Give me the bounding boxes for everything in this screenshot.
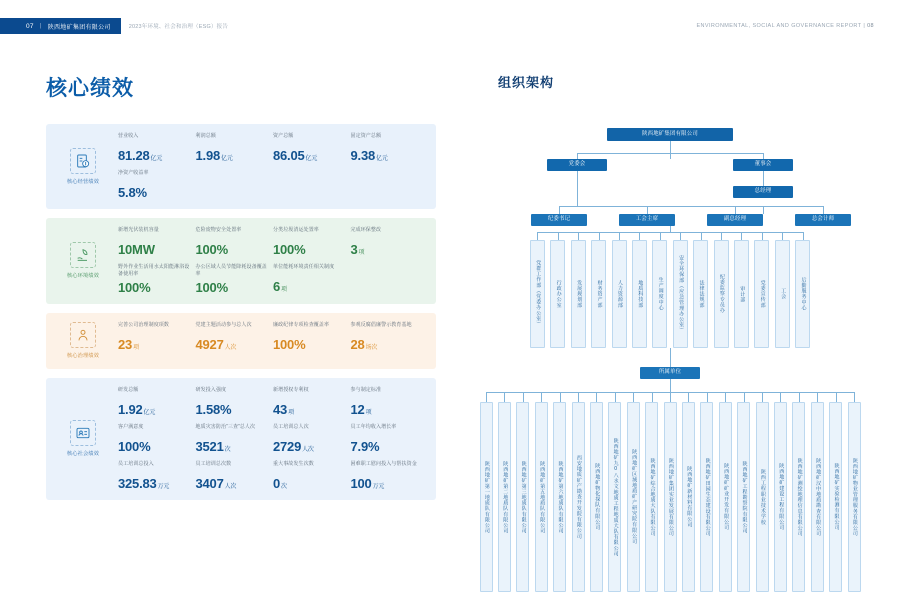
metric-total-assets <box>273 133 351 163</box>
header-right-block <box>696 23 900 29</box>
connector-line <box>599 232 600 240</box>
card-body-2 <box>114 227 428 295</box>
metric-income-growth <box>351 424 429 454</box>
card-core-governance-performance <box>46 313 436 369</box>
metric-row <box>118 227 428 257</box>
org-node-department[interactable]: 党群工作部（党委办公室） <box>530 240 545 348</box>
connector-line <box>836 392 837 402</box>
connector-line <box>670 348 671 367</box>
connector-line <box>782 232 783 240</box>
connector-line <box>577 153 578 159</box>
org-node-subsidiary[interactable]: 陕西地矿第六地质队有限公司 <box>553 402 566 592</box>
metric-label: 党建主题活动参与总人次 <box>195 321 252 328</box>
connector-line <box>639 232 640 240</box>
metric-customer-satisfaction <box>118 424 196 454</box>
metric-patents <box>273 387 351 417</box>
org-node-subsidiary[interactable]: 陕西地矿集团实业发展有限公司 <box>664 402 677 592</box>
org-chart-canvas <box>462 72 878 562</box>
metric-value: 100% <box>195 279 228 295</box>
card-side-1 <box>52 133 114 200</box>
metric-value: 1.98亿元 <box>195 148 233 163</box>
metric-training-sessions <box>196 461 274 491</box>
org-node-department[interactable]: 生产调度中心 <box>652 240 667 348</box>
metric-row <box>118 264 428 295</box>
org-node-department[interactable]: 财务资产部 <box>591 240 606 348</box>
connector-line <box>707 392 708 402</box>
document-chart-icon <box>70 148 96 174</box>
header-report-title: 2023年环境、社会和治理（ESG）报告 <box>128 24 229 30</box>
metric-label: 营业收入 <box>118 133 139 139</box>
org-node-discipline-secretary[interactable]: 纪委书记 <box>531 214 587 226</box>
metric-value: 1.92亿元 <box>118 401 156 417</box>
card-side-label-2: 核心环境绩效 <box>66 273 100 280</box>
connector-line <box>803 232 804 240</box>
metric-label: 重大事故发生次数 <box>273 460 314 467</box>
metric-value: 100% <box>273 336 306 352</box>
connector-line <box>647 206 648 214</box>
org-node-subsidiary[interactable]: 陕西地矿物业管理服务有限公司 <box>848 402 861 592</box>
card-side-label-4: 核心社会绩效 <box>66 451 100 457</box>
metric-row <box>118 322 428 352</box>
metric-rd-intensity <box>196 387 274 417</box>
metric-value: 100% <box>273 242 306 257</box>
metric-value: 9.38亿元 <box>350 148 388 163</box>
org-node-deputy-gm[interactable]: 副总经理 <box>707 214 763 226</box>
metric-label: 参观反腐倡廉警示教育基地 <box>350 321 412 328</box>
metric-value: 0次 <box>273 475 287 491</box>
org-node-department[interactable]: 党委宣传部 <box>754 240 769 348</box>
connector-line <box>763 153 764 159</box>
core-performance-cards <box>46 124 436 500</box>
metric-value: 1.58% <box>195 401 232 417</box>
connector-line <box>670 379 671 392</box>
metric-value: 10MW <box>118 242 155 257</box>
metric-env-rectification <box>351 227 429 257</box>
connector-line <box>823 206 824 214</box>
connector-line <box>799 392 800 402</box>
header-divider: | <box>39 23 42 29</box>
metric-training-investment <box>118 461 196 491</box>
metric-row <box>118 170 428 200</box>
org-node-department[interactable]: 发展规划部 <box>571 240 586 348</box>
connector-line <box>780 392 781 402</box>
org-node-general-manager[interactable]: 总经理 <box>733 186 793 198</box>
org-node-subsidiary[interactable]: 陕西地矿九0八水文地质工程地质大队有限公司 <box>608 402 621 592</box>
metric-value: 23项 <box>118 336 139 352</box>
org-node-department[interactable]: 工会 <box>775 240 790 348</box>
connector-line <box>578 232 579 240</box>
connector-line <box>670 392 671 402</box>
metric-label: 完成环保整改 <box>350 227 382 233</box>
metric-label: 固定资产总额 <box>350 133 382 139</box>
connector-line <box>504 392 505 402</box>
connector-line <box>577 153 763 154</box>
metric-value: 28场次 <box>350 336 378 352</box>
metric-label: 单位能耗环境责任相关制度 <box>273 264 335 270</box>
org-node-board[interactable]: 董事会 <box>733 159 793 171</box>
metric-discipline-inspection <box>273 322 351 352</box>
org-node-subsidiary[interactable]: 西安地质矿产勘查开发院有限公司 <box>572 402 585 592</box>
metric-value: 3521次 <box>195 438 231 454</box>
connector-line <box>744 392 745 402</box>
card-side-4 <box>52 387 114 491</box>
connector-line <box>721 232 722 240</box>
metric-label: 新增授权专利权 <box>273 386 309 393</box>
org-node-department[interactable]: 法律法规部 <box>693 240 708 348</box>
org-node-subsidiary[interactable]: 陕西地矿综合地质大队有限公司 <box>645 402 658 592</box>
metric-governance-systems <box>118 322 196 352</box>
metric-value: 6项 <box>273 279 287 294</box>
metric-value: 100万元 <box>350 475 385 491</box>
metric-label: 研发投入强度 <box>195 386 227 393</box>
metric-label: 资产总额 <box>273 133 294 139</box>
metric-value: 43项 <box>273 401 294 417</box>
metric-env-systems <box>273 264 351 295</box>
connector-line <box>762 392 763 402</box>
org-node-department[interactable]: 安全环保部（应急管理办公室） <box>673 240 688 348</box>
header-report-title-en: ENVIRONMENTAL, SOCIAL AND GOVERNANCE REPORT <box>696 23 862 29</box>
connector-line <box>660 232 661 240</box>
connector-line <box>615 392 616 402</box>
connector-line <box>762 232 763 240</box>
connector-line <box>559 206 560 214</box>
metric-fixed-assets <box>351 133 429 163</box>
connector-line <box>701 232 702 240</box>
org-node-subsidiary[interactable]: 陕西地矿第一地质队有限公司 <box>480 402 493 592</box>
org-node-chief-accountant[interactable]: 总会计师 <box>795 214 851 226</box>
header-company: 陕西地矿集团有限公司 <box>47 24 111 31</box>
metric-hazardous-waste <box>196 227 274 257</box>
org-node-union-chairman[interactable]: 工会主席 <box>619 214 675 226</box>
metric-revenue <box>118 133 196 163</box>
connector-line <box>680 232 681 240</box>
org-node-subsidiary[interactable]: 陕西地矿建设工程有限公司 <box>774 402 787 592</box>
org-node-root[interactable]: 陕西地矿集团有限公司 <box>607 128 733 141</box>
connector-line <box>577 171 578 206</box>
metric-label: 分类垃圾清运处置率 <box>273 227 319 233</box>
card-core-business-performance <box>46 124 436 209</box>
core-performance-section <box>46 72 436 500</box>
metric-label: 客户满意度 <box>118 423 144 430</box>
card-body-1 <box>114 133 428 200</box>
org-chart-section <box>462 72 878 562</box>
metric-label: 利润总额 <box>195 133 216 139</box>
metric-label: 员工培训总人次 <box>273 423 309 430</box>
metric-roe <box>118 170 196 200</box>
metric-row <box>118 133 428 163</box>
connector-line <box>763 171 764 186</box>
org-node-subsidiary[interactable]: 陕西工程职业技术学校 <box>756 402 769 592</box>
metric-major-accidents <box>273 461 351 491</box>
org-node-department[interactable]: 审计部 <box>734 240 749 348</box>
header-page-right: 08 <box>867 23 874 29</box>
metric-label: 廉政纪律专项检查覆盖率 <box>273 321 330 328</box>
org-node-subsidiary[interactable]: 陕西地矿区域地质矿产研究院有限公司 <box>627 402 640 592</box>
metric-value: 100% <box>118 438 151 454</box>
metric-value: 5.8% <box>118 185 147 200</box>
connector-line <box>670 226 671 232</box>
org-node-subsidiary[interactable]: 陕西地矿第三地质队有限公司 <box>516 402 529 592</box>
connector-line <box>633 392 634 402</box>
connector-line <box>558 232 559 240</box>
leaf-hand-icon <box>70 242 96 268</box>
metric-training-participants <box>273 424 351 454</box>
connector-line <box>670 141 671 159</box>
metric-value: 2729人次 <box>273 438 314 454</box>
card-side-2 <box>52 227 114 295</box>
connector-line <box>486 392 487 402</box>
metric-label: 困难职工慰问投入与帮扶资金 <box>350 460 417 467</box>
metric-value: 86.05亿元 <box>273 148 318 163</box>
metric-party-activities <box>196 322 274 352</box>
metric-energy-saving-coverage <box>196 264 274 295</box>
connector-line <box>817 392 818 402</box>
org-node-subsidiary[interactable]: 陕西地矿第二地质队有限公司 <box>498 402 511 592</box>
metric-total-profit <box>196 133 274 163</box>
header-page-left: 07 <box>26 22 34 30</box>
connector-line <box>854 392 855 402</box>
connector-line <box>735 206 736 214</box>
metric-label: 参与制定标准 <box>350 386 382 393</box>
connector-line <box>725 392 726 402</box>
balance-icon <box>70 322 96 348</box>
org-node-department[interactable]: 地质科技部 <box>632 240 647 348</box>
connector-line <box>541 392 542 402</box>
connector-line <box>523 392 524 402</box>
metric-row <box>118 387 428 417</box>
metric-waste-sorting <box>273 227 351 257</box>
connector-line <box>578 392 579 402</box>
metric-label: 研发总额 <box>118 386 139 393</box>
connector-line <box>619 232 620 240</box>
header-left-block <box>0 18 121 34</box>
metric-value: 4927人次 <box>195 336 237 352</box>
card-body-4 <box>114 387 428 491</box>
metric-value: 3407人次 <box>195 475 237 491</box>
org-node-subsidiaries-label[interactable]: 所属单位 <box>640 367 700 379</box>
metric-new-pv-capacity <box>118 227 196 257</box>
org-node-subsidiary[interactable]: 陕西地矿实验检测有限公司 <box>829 402 842 592</box>
metric-assistance-funds <box>351 461 429 491</box>
connector-line <box>688 392 689 402</box>
metric-geohazard-inspections <box>196 424 274 454</box>
card-side-label-3: 核心治理绩效 <box>66 353 100 359</box>
connector-line <box>596 392 597 402</box>
connector-line <box>559 206 823 207</box>
card-core-environmental-performance <box>46 218 436 304</box>
metric-solar-shower <box>118 264 196 295</box>
org-node-department[interactable]: 纪委监察专员办 <box>714 240 729 348</box>
metric-value: 100% <box>195 242 228 257</box>
people-card-icon <box>70 420 96 446</box>
metric-label: 净资产收益率 <box>118 170 149 176</box>
org-node-subsidiary[interactable]: 陕西地矿矿业开发有限公司 <box>719 402 732 592</box>
page-header <box>0 18 900 34</box>
metric-anticorruption-visits <box>351 322 429 352</box>
metric-label: 员工培训总次数 <box>195 460 232 467</box>
connector-line <box>537 232 538 240</box>
metric-label: 办公区域人员节能降耗设备覆盖率 <box>195 264 267 277</box>
section-title-org-chart: 组织架构 <box>498 75 555 90</box>
metric-spacer <box>351 264 429 295</box>
connector-line <box>763 206 764 214</box>
connector-line <box>560 392 561 402</box>
metric-standards <box>351 387 429 417</box>
org-node-subsidiary[interactable]: 陕西地矿工程勘察院有限公司 <box>737 402 750 592</box>
org-node-department[interactable]: 人力资源部 <box>612 240 627 348</box>
metric-label: 员工年均收入增长率 <box>350 423 397 430</box>
org-node-subsidiary[interactable]: 陕西地矿新材料有限公司 <box>682 402 695 592</box>
org-node-party-committee[interactable]: 党委会 <box>547 159 607 171</box>
metric-label: 地质灾害防治“三查”总人次 <box>195 423 256 430</box>
section-title-core-performance: 核心绩效 <box>46 77 134 100</box>
org-node-subsidiary[interactable]: 陕西地矿物化探队有限公司 <box>590 402 603 592</box>
card-side-label-1: 核心经营绩效 <box>66 179 100 185</box>
card-core-social-performance <box>46 378 436 500</box>
metric-value: 7.9% <box>350 438 380 454</box>
metric-value: 100% <box>118 279 151 295</box>
org-node-subsidiary[interactable]: 陕西地矿田园生态建设有限公司 <box>700 402 713 592</box>
metric-row <box>118 424 428 454</box>
metric-row <box>118 461 428 491</box>
card-body-3 <box>114 322 428 360</box>
org-node-subsidiary[interactable]: 陕西地矿第五地质队有限公司 <box>535 402 548 592</box>
org-node-subsidiary[interactable]: 陕西地矿汉中地质勘查有限公司 <box>811 402 824 592</box>
org-node-subsidiary[interactable]: 陕西地矿测绘地理信息有限公司 <box>792 402 805 592</box>
card-side-3 <box>52 322 114 360</box>
connector-line <box>741 232 742 240</box>
connector-line <box>652 392 653 402</box>
metric-rd-total <box>118 387 196 417</box>
metric-label: 危险废物安全处置率 <box>195 227 242 233</box>
metric-label: 员工培训总投入 <box>118 460 154 467</box>
metric-value: 325.83万元 <box>118 475 170 491</box>
metric-value: 12项 <box>350 401 372 417</box>
org-node-department[interactable]: 行政办公室 <box>550 240 565 348</box>
metric-label: 新增光伏装机容量 <box>118 227 159 233</box>
metric-value: 3项 <box>350 242 365 257</box>
metric-label: 完善公司治理制度项数 <box>118 321 170 328</box>
connector-line <box>537 232 802 233</box>
header-divider-right: | <box>863 23 868 29</box>
org-node-department[interactable]: 后勤服务中心 <box>795 240 810 348</box>
metric-label: 野外作业生活用水太阳能淋浴设备使用率 <box>118 264 190 277</box>
metric-value: 81.28亿元 <box>118 148 163 163</box>
